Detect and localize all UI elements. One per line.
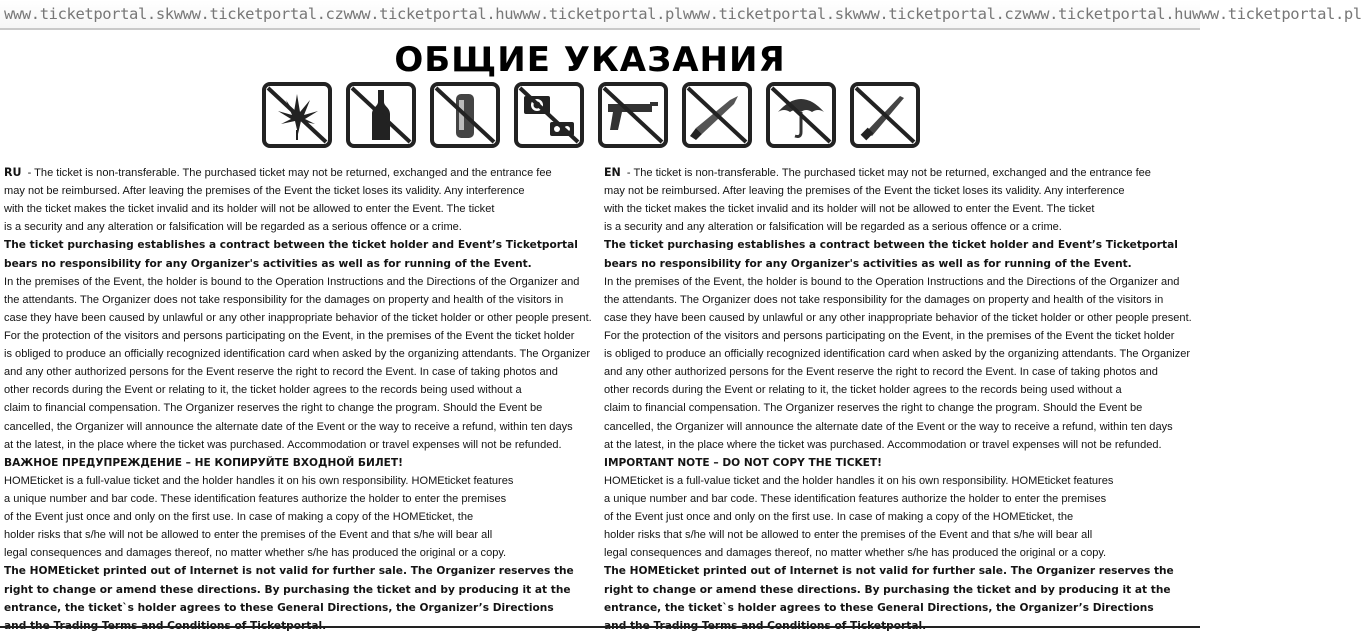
terms-line: bears no responsibility for any Organizer's activities as well as for running of the Event. bbox=[604, 257, 1132, 270]
terms-line: a unique number and bar code. These identification features authorize the holder to enter the premises bbox=[4, 492, 507, 505]
no-cans-icon bbox=[430, 82, 500, 148]
terms-line: is obliged to produce an officially recognized identification card when asked by the organizing attendants. The Organizer bbox=[4, 348, 591, 361]
terms-line: ВАЖНОЕ ПРЕДУПРЕЖДЕНИЕ – НЕ КОПИРУЙТЕ ВХОДНОЙ БИЛЕТ! bbox=[4, 456, 403, 469]
terms-line: and any other authorized persons for the Event reserve the right to record the Event. In case of taking photos and bbox=[604, 366, 1158, 379]
terms-line: For the protection of the visitors and persons participating on the Event, in the premises of the Event the ticket holder bbox=[604, 329, 1175, 342]
terms-line: IMPORTANT NOTE – DO NOT COPY THE TICKET! bbox=[604, 456, 882, 469]
no-camera-recorder-icon bbox=[514, 82, 584, 148]
terms-line-text: - The ticket is non-transferable. The purchased ticket may not be returned, exchanged and the entrance fee bbox=[620, 167, 1151, 179]
terms-column-ru bbox=[4, 164, 600, 626]
url-text: www.ticketportal.hu bbox=[343, 5, 514, 23]
url-text: www.ticketportal.sk bbox=[4, 5, 174, 23]
terms-line: legal consequences and damages thereof, no matter whether s/he has produced the original or a copy. bbox=[604, 547, 1107, 560]
terms-line: with the ticket makes the ticket invalid and its holder will not be allowed to enter the Event. The ticket bbox=[4, 203, 495, 216]
terms-line: case they have been caused by unlawful or any other inappropriate behavior of the ticket holder or other people present. bbox=[4, 311, 592, 324]
terms-line: cancelled, the Organizer will announce the alternate date of the Event or the way to receive a refund, within ten days bbox=[4, 420, 573, 433]
terms-line: is obliged to produce an officially recognized identification card when asked by the organizing attendants. The Organizer bbox=[604, 348, 1191, 361]
terms-line: legal consequences and damages thereof, no matter whether s/he has produced the original or a copy. bbox=[4, 547, 507, 560]
terms-line: and any other authorized persons for the Event reserve the right to record the Event. In case of taking photos and bbox=[4, 366, 558, 379]
terms-line-text: - The ticket is non-transferable. The purchased ticket may not be returned, exchanged and the entrance fee bbox=[21, 167, 552, 179]
terms-line: at the latest, in the place where the ticket was purchased. Accommodation or travel expenses will not be refunded. bbox=[604, 438, 1162, 451]
terms-line: HOMEticket is a full-value ticket and the holder handles it on his own responsibility. HOMEticket features bbox=[4, 474, 514, 487]
terms-line: case they have been caused by unlawful or any other inappropriate behavior of the ticket holder or other people present. bbox=[604, 311, 1192, 324]
terms-line: with the ticket makes the ticket invalid and its holder will not be allowed to enter the Event. The ticket bbox=[604, 203, 1095, 216]
terms-line: entrance, the ticket`s holder agrees to these General Directions, the Organizer’s Directions bbox=[4, 601, 554, 614]
url-text: www.ticketportal.sk bbox=[682, 5, 853, 23]
terms-line: the attendants. The Organizer does not take responsibility for the damages on property and health of the visitors in bbox=[4, 293, 564, 306]
prohibited-items-row bbox=[262, 82, 922, 152]
terms-line bbox=[604, 164, 1200, 182]
terms-line: right to change or amend these directions. By purchasing the ticket and by producing it at the bbox=[604, 583, 1171, 596]
url-text: www.ticketportal.cz bbox=[173, 5, 344, 23]
terms-line: of the Event just once and only on the first use. In case of making a copy of the HOMEticket, the bbox=[4, 511, 474, 524]
terms-line: bears no responsibility for any Organizer's activities as well as for running of the Event. bbox=[4, 257, 532, 270]
terms-line: the attendants. The Organizer does not take responsibility for the damages on property and health of the visitors in bbox=[604, 293, 1164, 306]
terms-line: In the premises of the Event, the holder is bound to the Operation Instructions and the Directions of the Organizer and bbox=[4, 275, 580, 288]
url-text: www.ticketportal.cz bbox=[852, 5, 1023, 23]
language-code: RU bbox=[4, 166, 22, 179]
terms-line: may not be reimbursed. After leaving the premises of the Event the ticket loses its validity. Any interference bbox=[4, 185, 525, 198]
terms-line: at the latest, in the place where the ticket was purchased. Accommodation or travel expenses will not be refunded. bbox=[4, 438, 562, 451]
no-sharp-objects-icon bbox=[850, 82, 920, 148]
url-text: www.ticketportal.pl bbox=[513, 5, 683, 23]
terms-line bbox=[4, 164, 600, 182]
terms-line: of the Event just once and only on the first use. In case of making a copy of the HOMEticket, the bbox=[604, 511, 1074, 524]
terms-line: other records during the Event or relating to it, the ticket holder agrees to the records being used without a bbox=[604, 384, 1122, 397]
no-guns-icon bbox=[598, 82, 668, 148]
terms-line: other records during the Event or relating to it, the ticket holder agrees to the records being used without a bbox=[4, 384, 522, 397]
terms-line: holder risks that s/he will not be allowed to enter the premises of the Event and that s/he will bear all bbox=[604, 529, 1093, 542]
terms-line: a unique number and bar code. These identification features authorize the holder to enter the premises bbox=[604, 492, 1107, 505]
no-umbrellas-icon bbox=[766, 82, 836, 148]
page-title: ОБЩИЕ УКАЗАНИЯ bbox=[394, 40, 786, 80]
no-knives-icon bbox=[682, 82, 752, 148]
no-bottles-icon bbox=[346, 82, 416, 148]
terms-line: The HOMEticket printed out of Internet is not valid for further sale. The Organizer reserves the bbox=[604, 565, 1174, 578]
terms-line: In the premises of the Event, the holder is bound to the Operation Instructions and the Directions of the Organizer and bbox=[604, 275, 1180, 288]
terms-line: right to change or amend these directions. By purchasing the ticket and by producing it at the bbox=[4, 583, 571, 596]
terms-line: holder risks that s/he will not be allowed to enter the premises of the Event and that s/he will bear all bbox=[4, 529, 493, 542]
terms-line: The ticket purchasing establishes a contract between the ticket holder and Event’s Ticketportal bbox=[4, 239, 578, 252]
terms-line: may not be reimbursed. After leaving the premises of the Event the ticket loses its validity. Any interference bbox=[604, 185, 1125, 198]
terms-line: The ticket purchasing establishes a contract between the ticket holder and Event’s Ticketportal bbox=[604, 239, 1178, 252]
terms-line: is a security and any alteration or falsification will be regarded as a serious offence or a crime. bbox=[604, 221, 1062, 234]
terms-line: claim to financial compensation. The Organizer reserves the right to change the program. Should the Event be bbox=[4, 402, 543, 415]
terms-line: is a security and any alteration or falsification will be regarded as a serious offence or a crime. bbox=[4, 221, 462, 234]
terms-column-en bbox=[604, 164, 1200, 626]
terms-line: claim to financial compensation. The Organizer reserves the right to change the program. Should the Event be bbox=[604, 402, 1143, 415]
terms-line: entrance, the ticket`s holder agrees to these General Directions, the Organizer’s Directions bbox=[604, 601, 1154, 614]
url-banner bbox=[0, 0, 1362, 30]
language-code: EN bbox=[604, 166, 621, 179]
bottom-divider bbox=[0, 626, 1200, 628]
no-drugs-icon bbox=[262, 82, 332, 148]
terms-line: HOMEticket is a full-value ticket and the holder handles it on his own responsibility. HOMEticket features bbox=[604, 474, 1114, 487]
terms-line: For the protection of the visitors and persons participating on the Event, in the premises of the Event the ticket holder bbox=[4, 329, 575, 342]
url-text: www.ticketportal.hu bbox=[1022, 5, 1193, 23]
terms-line: The HOMEticket printed out of Internet is not valid for further sale. The Organizer reserves the bbox=[4, 565, 574, 578]
url-text: www.ticketportal.pl bbox=[1192, 5, 1362, 23]
terms-line: cancelled, the Organizer will announce the alternate date of the Event or the way to receive a refund, within ten days bbox=[604, 420, 1173, 433]
